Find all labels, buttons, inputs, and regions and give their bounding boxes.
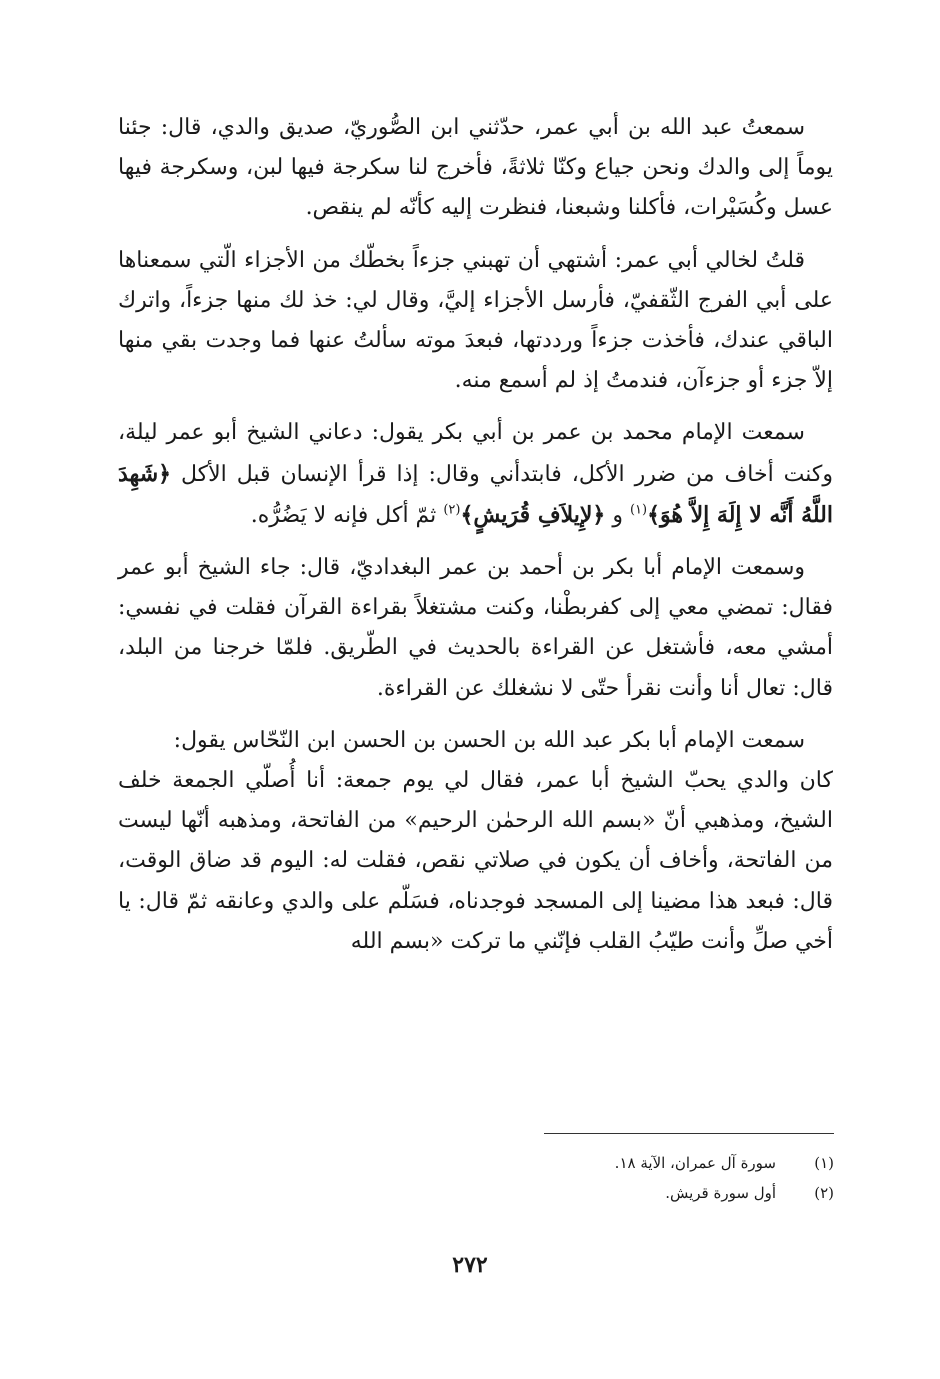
page-number: ٢٧٢ <box>452 1252 488 1278</box>
footnote-number: (١) <box>814 1154 834 1172</box>
footnotes <box>500 1148 834 1208</box>
conjunction: و <box>612 502 623 528</box>
paragraph-5-body: كان والدي يحبّ الشيخ أبا عمر، فقال لي يوم جمعة: أنا أُصلّي الجمعة خلف الشيخ، ومذهبي أنّ «بسم الله الرحمٰن الرحيم» من الفاتحة، ومذهبه أنّها ليست من الفاتحة، وأخاف أن يكون في صلاتي نقص، فقلت له: اليوم قد ضاق الوقت، قال: فبعد هذا مضينا إلى المسجد فوجدناه، فسَلّم على والدي وعانقه ثمّ قال: يا أخي صلِّ وأنت طيّبُ القلب فإنّني ما تركت «بسم الله <box>118 768 833 954</box>
paragraph-3 <box>118 413 833 536</box>
quran-verse-2: ﴿لإِيلاَفِ قُرَيشٍ﴾ <box>460 501 606 528</box>
paragraph-3-outro: ثمّ أكل فإنه لا يَضُرُّه. <box>250 502 437 528</box>
paragraph-4: وسمعت الإمام أبا بكر بن أحمد بن عمر البغداديّ، قال: جاء الشيخ أبو عمر فقال: تمضي معي إلى كفربطْنا، وكنت مشتغلاً بقراءة القرآن فقلت في نفسي: أمشي معه، فأشتغل عن القراءة بالحديث في الطّريق. فلمّا خرجنا من البلد، قال: تعال أنا وأنت نقرأ حتّى لا نشغلك عن القراءة. <box>118 555 833 701</box>
footnote-2 <box>500 1178 834 1208</box>
main-text <box>118 108 833 962</box>
paragraph-5-intro: سمعت الإمام أبا بكر عبد الله بن الحسن بن الحسن ابن النّحّاس يقول: <box>173 727 805 753</box>
paragraph-3-intro: سمعت الإمام محمد بن عمر بن أبي بكر يقول: دعاني الشيخ أبو عمر ليلة، وكنت أخاف من ضرر الأكل، فابتدأني وقال: إذا قرأ الإنسان قبل الأكل <box>118 420 833 487</box>
footnote-ref-1[interactable]: (١) <box>629 502 648 518</box>
footnote-1 <box>500 1148 834 1178</box>
paragraph-1: سمعتُ عبد الله بن أبي عمر، حدّثني ابن الصُّوريّ، صديق والدي، قال: جئنا يوماً إلى والدك ونحن جياع وكنّا ثلاثةً، فأخرج لنا سكرجة فيها لبن، وسكرجة فيها عسل وكُسَيْرات، فأكلنا وشبعنا، فنظرت إليه كأنّه لم ينقص. <box>118 115 833 221</box>
paragraph-2: قلتُ لخالي أبي عمر: أشتهي أن تهبني جزءاً بخطّك من الأجزاء الّتي سمعناها على أبي الفرج الثّقفيّ، فأرسل الأجزاء إليَّ، وقال لي: خذ لك منها جزءاً، واترك الباقي عندك، فأخذت جزءاً ورددتها، فبعدَ موته سألتُ عنها فما وجدت بقي منها إلاّ جزء أو جزءآن، فندمتُ إذ لم أسمع منه. <box>118 247 833 394</box>
paragraph-5 <box>118 721 833 962</box>
footnote-number: (٢) <box>814 1184 834 1202</box>
footnote-divider <box>544 1133 834 1134</box>
footnote-text: أول سورة قريش. <box>665 1184 776 1202</box>
footnote-text: سورة آل عمران، الآية ١٨. <box>614 1154 776 1172</box>
quran-verse-1: ﴿شَهِدَ اللَّهُ أَنَّه لا إِلَهَ إِلاَّ هُوَ﴾ <box>118 460 833 528</box>
footnote-ref-2[interactable]: (٢) <box>443 502 461 518</box>
